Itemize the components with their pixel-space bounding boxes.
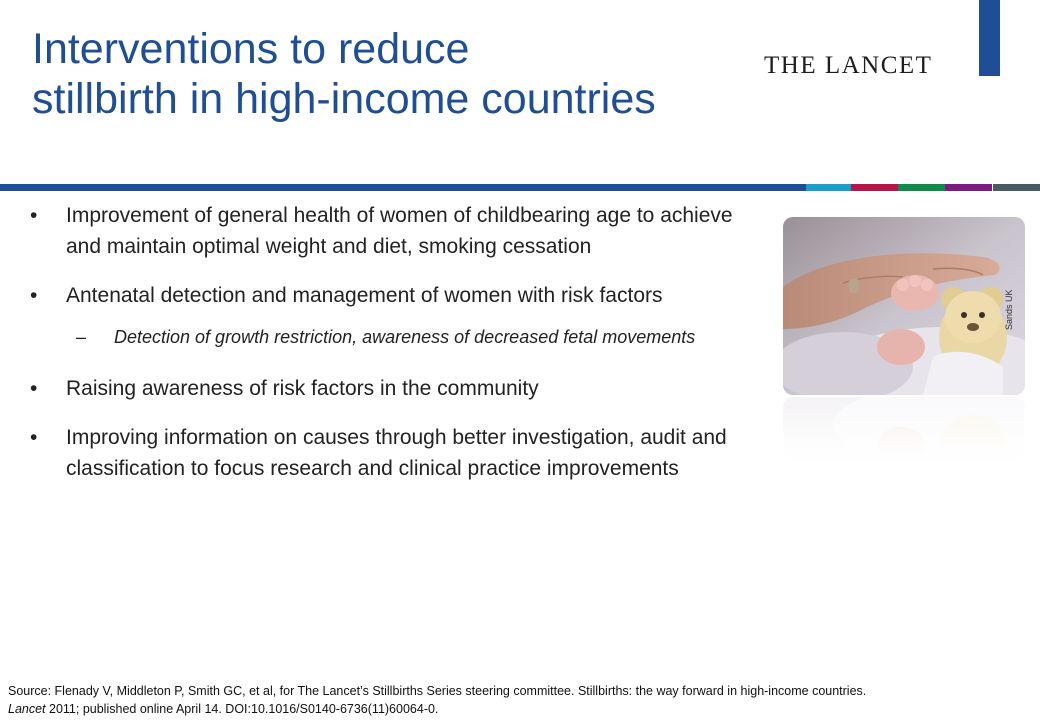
bullet-text: Raising awareness of risk factors in the community [66,377,539,400]
photo-reflection [783,397,1025,459]
band-segment-slate [993,184,1040,191]
band-segment-green [898,184,945,191]
source-details: 2011; published online April 14. DOI:10.1016/S0140-6736(11)60064-0. [45,702,439,716]
title-line-2: stillbirth in high-income countries [32,75,656,123]
corner-accent-bar [979,0,1000,76]
bullet-item [30,200,770,262]
source-line-1: Source: Flenady V, Middleton P, Smith GC, et al, for The Lancet’s Stillbirths Series steering committee. Stillbirths: the way forward in high-income countries. [8,684,867,698]
bullet-text: Improving information on causes through better investigation, audit and classification to focus research and clinical practice improvements [66,426,727,480]
sub-bullet-list [66,323,770,351]
bullet-text: Antenatal detection and management of women with risk factors [66,284,663,307]
photo-frame [783,217,1025,457]
color-band [0,184,1040,191]
photo-credit: Sands UK [1004,289,1014,330]
source-citation [8,682,1028,718]
source-journal: Lancet [8,702,46,716]
band-segment-red [851,184,898,191]
bullet-item [30,422,770,484]
band-segment-purple [945,184,992,191]
sub-bullet-item [66,323,770,351]
title-line-1: Interventions to reduce [32,25,470,73]
source-line-2 [8,700,1028,718]
bullet-item [30,373,770,404]
bullet-item [30,280,770,351]
band-segment-blue [0,184,806,191]
slide-title [32,24,792,124]
sub-bullet-text: Detection of growth restriction, awareness of decreased fetal movements [114,327,696,347]
band-segment-cyan [806,184,851,191]
lancet-logo: THE LANCET [764,52,933,79]
bullet-list [30,200,770,484]
bullet-text: Improvement of general health of women of childbearing age to achieve and maintain optimal weight and diet, smoking cessation [66,204,733,258]
baby-hand-teddy-photo [783,217,1025,395]
